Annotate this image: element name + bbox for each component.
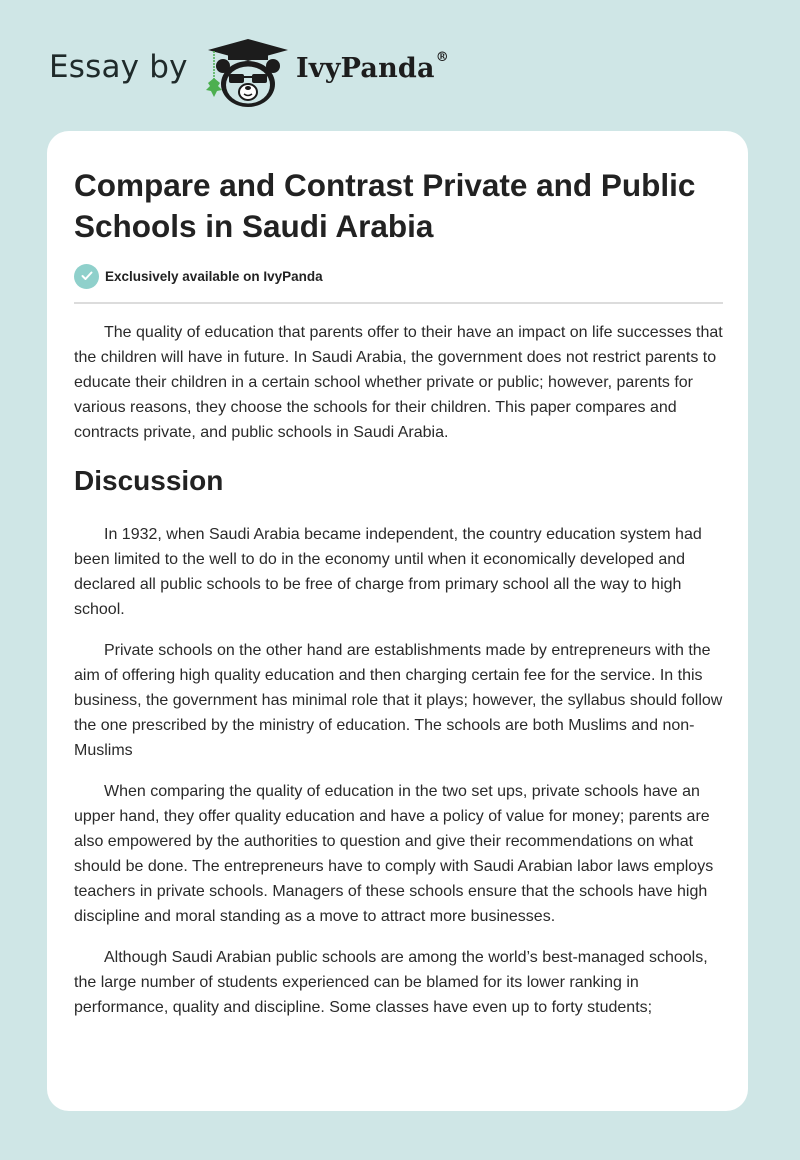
check-circle-icon xyxy=(74,264,99,289)
exclusive-badge xyxy=(74,263,323,289)
section-heading-discussion: Discussion xyxy=(74,465,224,496)
paragraph: The quality of education that parents offer to their have an impact on life successes that the children will have in future. In Saudi Arabia, the government does not restrict parents to educate their children in a certain school whether private or public; however, parents for various reasons, they choose the schools for their children. This paper compares and contracts private, and public schools in Saudi Arabia. xyxy=(74,324,723,441)
essay-title: Compare and Contrast Private and Public Schools in Saudi Arabia xyxy=(74,167,696,244)
brand-name[interactable] xyxy=(296,50,449,84)
panda-graduation-cap-logo-icon xyxy=(200,36,292,108)
discussion-section xyxy=(74,522,724,1036)
essay-card xyxy=(47,131,748,1111)
essay-by-label: Essay by xyxy=(49,49,188,85)
brand-name-text: IvyPanda xyxy=(296,53,435,84)
paragraph: Private schools on the other hand are establishments made by entrepreneurs with the aim of offering high quality education and then charging certain fee for the service. In this business, the government has minimal role that it plays; however, the syllabus should follow the one prescribed by the ministry of education. The schools are both Muslims and non-Muslims xyxy=(74,642,723,759)
paragraph: Although Saudi Arabian public schools are among the world’s best-managed schools, the large number of students experienced can be blamed for its lower ranking in performance, quality and discipline. Some classes have even up to forty students; xyxy=(74,949,708,1016)
paragraph: In 1932, when Saudi Arabia became independent, the country education system had been limited to the well to do in the economy until when it economically developed and declared all public schools to be free of charge from primary school all the way to high school. xyxy=(74,526,702,618)
divider xyxy=(74,302,723,304)
ivypanda-logo-icon[interactable] xyxy=(200,36,292,108)
paragraph: When comparing the quality of education in the two set ups, private schools have an upper hand, they offer quality education and have a policy of value for money; parents are also empowered by the authorities to question and give their recommendations on what should be done. The entrepreneurs have to comply with Saudi Arabian labor laws employs teachers in private schools. Managers of these schools ensure that the schools have high discipline and moral standing as a move to attract more businesses. xyxy=(74,783,714,925)
intro-section xyxy=(74,320,724,461)
site-header xyxy=(0,0,800,130)
ivy-leaf-icon xyxy=(206,78,222,97)
exclusive-label: Exclusively available on IvyPanda xyxy=(105,268,323,284)
registered-trademark: ® xyxy=(435,50,449,65)
